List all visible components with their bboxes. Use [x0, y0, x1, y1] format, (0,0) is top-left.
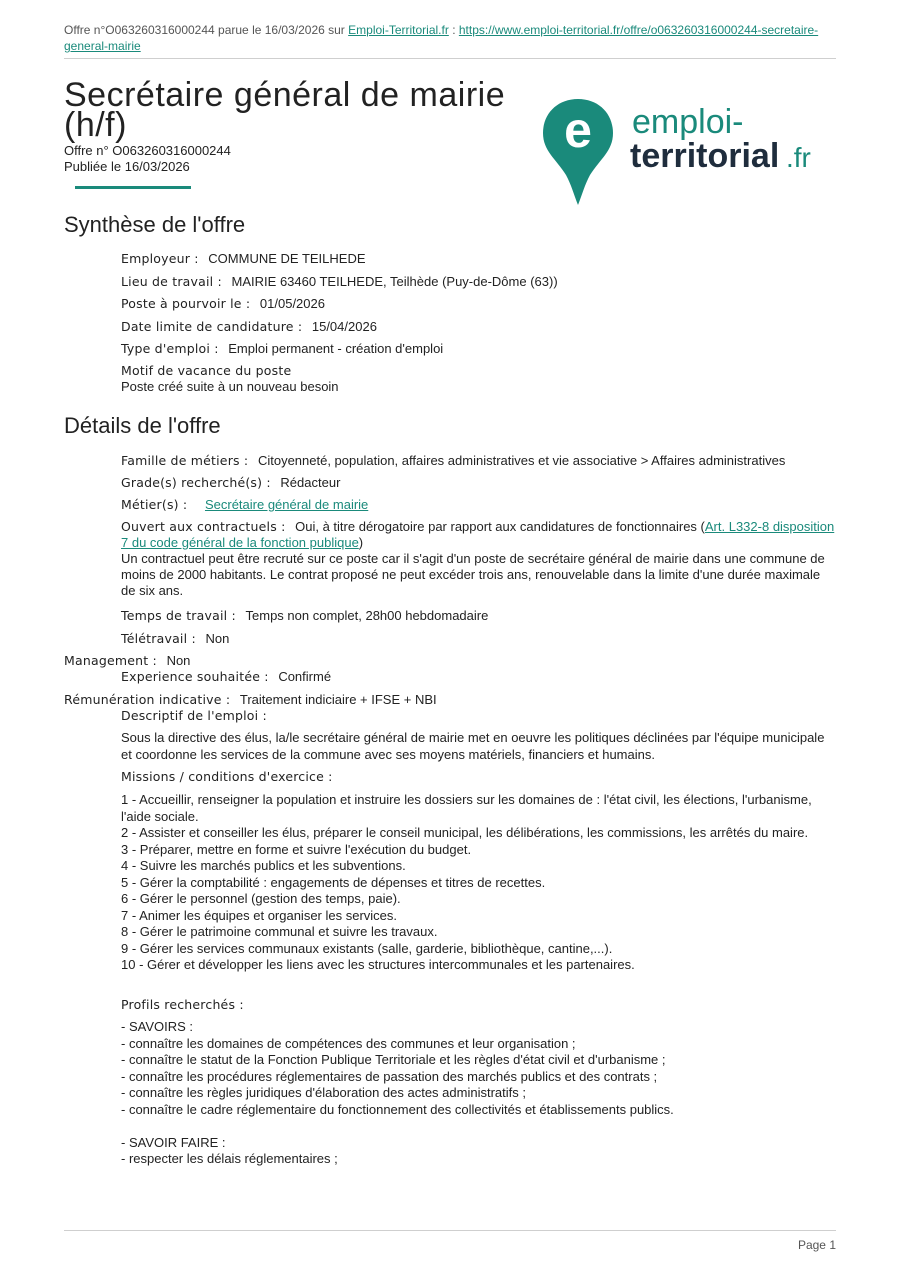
teletravail-row: [121, 631, 836, 647]
mission-item: 8 - Gérer le patrimoine communal et suivre les travaux.: [121, 924, 438, 939]
header-separator: :: [452, 23, 456, 37]
employeur-row: [121, 251, 836, 267]
page-header: [64, 22, 836, 54]
management-value: Non: [166, 653, 191, 668]
header-divider: [64, 58, 836, 59]
grade-label: Grade(s) recherché(s) :: [121, 475, 271, 490]
motif-label: Motif de vacance du poste: [121, 363, 292, 378]
type-emploi-label: Type d'emploi :: [121, 341, 219, 356]
mission-item: 10 - Gérer et développer les liens avec les structures intercommunales et les partenaires.: [121, 957, 635, 972]
type-emploi-value: Emploi permanent - création d'emploi: [228, 341, 444, 356]
logo-letter: e: [564, 102, 592, 158]
date-limite-value: 15/04/2026: [311, 319, 377, 334]
mission-item: 2 - Assister et conseiller les élus, préparer le conseil municipal, les délibérations, les commissions, les arrêtés du maire.: [121, 825, 809, 840]
contractuels-label: Ouvert aux contractuels :: [121, 519, 286, 534]
contractuels-text: Oui, à titre dérogatoire par rapport aux candidatures de fonctionnaires (: [295, 519, 705, 534]
mission-item: 9 - Gérer les services communaux existants (salle, garderie, bibliothèque, cantine,...).: [121, 940, 613, 956]
profil-item: - SAVOIRS :: [121, 1019, 193, 1034]
missions-label: Missions / conditions d'exercice :: [121, 769, 333, 784]
poste-value: 01/05/2026: [259, 296, 325, 311]
profils-list: [121, 1019, 836, 1168]
lieu-label: Lieu de travail :: [121, 274, 222, 289]
page-number: Page 1: [797, 1238, 836, 1252]
employeur-value: COMMUNE DE TEILHEDE: [208, 251, 366, 266]
remuneration-row: [64, 692, 779, 708]
lieu-row: [121, 274, 836, 290]
contractuels-close: ): [358, 535, 364, 550]
emploi-territorial-logo: [540, 95, 830, 207]
temps-row: [121, 608, 836, 624]
type-emploi-row: [121, 341, 836, 357]
teletravail-label: Télétravail :: [121, 631, 196, 646]
profil-item: - connaître les procédures réglementaires de passation des marchés publics et des contrats ;: [121, 1068, 658, 1084]
lieu-value: MAIRIE 63460 TEILHEDE, Teilhède (Puy-de-Dôme (63)): [231, 274, 558, 289]
grade-value: Rédacteur: [280, 475, 341, 490]
logo-word-territorial: territorial: [630, 137, 780, 175]
famille-value: Citoyenneté, population, affaires administratives et vie associative > Affaires administratives: [257, 453, 786, 468]
mission-item: 5 - Gérer la comptabilité : engagements de dépenses et titres de recettes.: [121, 874, 546, 890]
profil-item: - connaître le cadre réglementaire du fonctionnement des collectivités et établissements publics.: [121, 1101, 674, 1117]
title-accent-rule: [75, 186, 191, 189]
motif-row: [121, 363, 836, 395]
employeur-label: Employeur :: [121, 251, 199, 266]
poste-row: [121, 296, 836, 312]
profils-label: Profils recherchés :: [121, 997, 244, 1012]
grade-row: [121, 475, 836, 491]
date-limite-row: [121, 319, 836, 335]
offer-meta: [64, 143, 231, 175]
mission-item: 3 - Préparer, mettre en forme et suivre l'exécution du budget.: [121, 841, 472, 857]
code-article-link[interactable]: Art. L332-8 disposition 7 du code général de la fonction publique: [121, 519, 835, 550]
descriptif-label-row: [121, 708, 836, 724]
logo-suffix: .fr: [786, 142, 811, 173]
metier-label: Métier(s) :: [121, 497, 188, 512]
header-prefix: Offre n°O063260316000244 parue le 16/03/2026 sur: [64, 23, 345, 37]
site-link[interactable]: Emploi-Territorial.fr: [348, 23, 449, 37]
profil-item: - connaître les règles juridiques d'élaboration des actes administratifs ;: [121, 1085, 526, 1100]
profil-item: - connaître le statut de la Fonction Publique Territoriale et les règles d'état civil et d'urbanisme ;: [121, 1052, 666, 1067]
profils-label-row: [121, 997, 836, 1013]
mission-item: 7 - Animer les équipes et organiser les services.: [121, 907, 398, 923]
details-heading: Détails de l'offre: [64, 413, 221, 438]
metier-link[interactable]: Secrétaire général de mairie: [204, 497, 369, 512]
temps-value: Temps non complet, 28h00 hebdomadaire: [245, 608, 489, 623]
offer-number: Offre n° O063260316000244: [64, 143, 231, 158]
descriptif-text: Sous la directive des élus, la/le secrétaire général de mairie met en oeuvre les politiques déclinées par l'équipe municipale et coordonne les services de la commune avec ses moyens matériels, financiers et humains.: [121, 730, 825, 762]
footer-divider: [64, 1230, 836, 1231]
poste-label: Poste à pourvoir le :: [121, 296, 251, 311]
date-limite-label: Date limite de candidature :: [121, 319, 303, 334]
metier-row: [121, 497, 836, 513]
offer-url-link[interactable]: https://www.emploi-territorial.fr/offre/o063260316000244-secretaire-general-mairie: [64, 23, 819, 53]
experience-label: Experience souhaitée :: [121, 669, 269, 684]
teletravail-value: Non: [205, 631, 230, 646]
profil-item: - connaître les domaines de compétences des communes et leur organisation ;: [121, 1035, 576, 1051]
missions-list: [121, 792, 836, 974]
famille-label: Famille de métiers :: [121, 453, 249, 468]
page-title: Secrétaire général de mairie (h/f): [64, 76, 506, 144]
contractuels-row: [121, 519, 836, 599]
missions-label-row: [121, 769, 836, 785]
management-row: [64, 653, 779, 669]
experience-row: [121, 669, 836, 685]
profil-item: - SAVOIR FAIRE :: [121, 1134, 226, 1150]
mission-item: 6 - Gérer le personnel (gestion des temps, paie).: [121, 891, 401, 906]
synthese-heading: Synthèse de l'offre: [64, 212, 246, 237]
temps-label: Temps de travail :: [121, 608, 236, 623]
publication-date: Publiée le 16/03/2026: [64, 159, 190, 174]
remuneration-label: Rémunération indicative :: [64, 692, 231, 707]
famille-row: [121, 453, 836, 469]
mission-item: 1 - Accueillir, renseigner la population et instruire les dossiers sur les domaines de : l'état civil, les élections, l'urbanisme, l'aide sociale.: [121, 792, 812, 824]
management-label: Management :: [64, 653, 157, 668]
contractuels-note: Un contractuel peut être recruté sur ce poste car il s'agit d'un poste de secrétaire général de mairie dans une commune de moins de 2000 habitants. Le contrat proposé ne peut excéder trois ans, renouvelable dans la limite d'une durée maximale de six ans.: [121, 551, 825, 598]
logo-word-emploi: emploi-: [632, 103, 744, 141]
descriptif-label: Descriptif de l'emploi :: [121, 708, 267, 723]
motif-value: Poste créé suite à un nouveau besoin: [121, 379, 339, 394]
experience-value: Confirmé: [278, 669, 332, 684]
mission-item: 4 - Suivre les marchés publics et les subventions.: [121, 858, 406, 873]
profil-item: [121, 1118, 836, 1135]
profil-item: - respecter les délais réglementaires ;: [121, 1151, 338, 1166]
remuneration-value: Traitement indiciaire + IFSE + NBI: [239, 692, 437, 707]
